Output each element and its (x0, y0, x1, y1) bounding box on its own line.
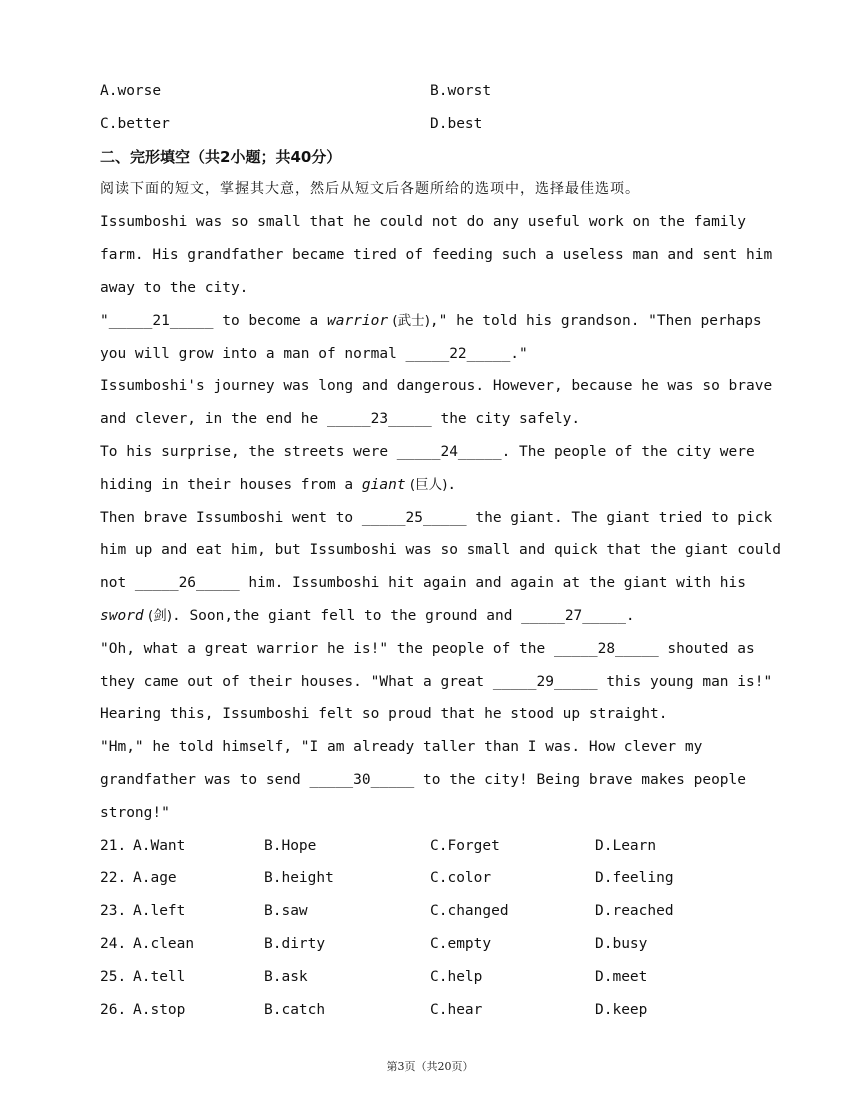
choice-c: C.Forget (430, 838, 500, 854)
section-heading: 二、完形填空（共2小题；共40分） (100, 148, 342, 166)
question-number: 22. (100, 870, 127, 886)
question-row (100, 928, 760, 960)
choice-b: B.dirty (264, 936, 326, 952)
choice-b: B.ask (264, 969, 308, 985)
chinese-gloss: (剑) (143, 608, 172, 624)
option-c: C.better (100, 116, 170, 132)
passage-line: farm. His grandfather became tired of feeding such a useless man and sent him (100, 247, 773, 263)
question-number: 23. (100, 903, 127, 919)
choice-a: A.stop (133, 1002, 186, 1018)
question-row (100, 830, 760, 862)
passage-line: Then brave Issumboshi went to _____25_____ the giant. The giant tried to pick (100, 510, 773, 526)
choice-d: D.busy (595, 936, 648, 952)
choice-a: A.clean (133, 936, 195, 952)
choice-c: C.help (430, 969, 483, 985)
passage-line: and clever, in the end he _____23_____ the city safely. (100, 411, 581, 427)
passage-line: "Hm," he told himself, "I am already taller than I was. How clever my (100, 739, 703, 755)
question-row (100, 862, 760, 894)
choice-c: C.changed (430, 903, 509, 919)
passage-text: "_____21_____ to become a (100, 313, 327, 329)
choice-d: D.reached (595, 903, 674, 919)
choice-d: D.meet (595, 969, 648, 985)
choice-b: B.height (264, 870, 334, 886)
choice-d: D.Learn (595, 838, 657, 854)
option-b: B.worst (430, 83, 492, 99)
question-row (100, 961, 760, 993)
option-d: D.best (430, 116, 483, 132)
prev-options-row-2 (100, 108, 760, 140)
passage-line: you will grow into a man of normal _____22_____." (100, 346, 528, 362)
passage-line: strong!" (100, 805, 170, 821)
question-number: 25. (100, 969, 127, 985)
passage-line (100, 305, 760, 337)
passage-line: "Oh, what a great warrior he is!" the people of the _____28_____ shouted as (100, 641, 755, 657)
choice-d: D.feeling (595, 870, 674, 886)
vocab-word: giant (361, 477, 406, 493)
choice-a: A.Want (133, 838, 186, 854)
question-number: 26. (100, 1002, 127, 1018)
question-row (100, 994, 760, 1026)
passage-line (100, 469, 760, 501)
passage-text: . (447, 477, 457, 493)
chinese-gloss: (巨人) (405, 477, 448, 493)
passage-line (100, 600, 760, 632)
passage-line: not _____26_____ him. Issumboshi hit again and again at the giant with his (100, 575, 747, 591)
question-number: 21. (100, 838, 127, 854)
passage-text: . Soon,the giant fell to the ground and _____27_____. (171, 608, 635, 624)
passage-line: Issumboshi was so small that he could not do any useful work on the family (100, 214, 747, 230)
page-footer: 第3页（共20页） (386, 1060, 474, 1073)
choice-a: A.age (133, 870, 177, 886)
passage-text: ," he told his grandson. "Then perhaps (429, 313, 762, 329)
choice-c: C.hear (430, 1002, 483, 1018)
passage-line: grandfather was to send _____30_____ to the city! Being brave makes people (100, 772, 747, 788)
section-instruction: 阅读下面的短文，掌握其大意，然后从短文后各题所给的选项中，选择最佳选项。 (100, 181, 640, 197)
passage-line: Hearing this, Issumboshi felt so proud that he stood up straight. (100, 706, 668, 722)
choice-d: D.keep (595, 1002, 648, 1018)
choice-b: B.catch (264, 1002, 326, 1018)
choice-a: A.tell (133, 969, 186, 985)
vocab-word: warrior (326, 313, 389, 329)
choice-c: C.color (430, 870, 492, 886)
vocab-word: sword (100, 608, 144, 624)
choice-b: B.Hope (264, 838, 317, 854)
passage-line: away to the city. (100, 280, 249, 296)
passage-line: they came out of their houses. "What a great _____29_____ this young man is!" (100, 674, 773, 690)
prev-options-row-1 (100, 75, 760, 107)
choice-b: B.saw (264, 903, 308, 919)
question-number: 24. (100, 936, 127, 952)
passage-line: Issumboshi's journey was long and dangerous. However, because he was so brave (100, 378, 773, 394)
choice-a: A.left (133, 903, 186, 919)
passage-text: hiding in their houses from a (100, 477, 362, 493)
option-a: A.worse (100, 83, 162, 99)
question-row (100, 895, 760, 927)
chinese-gloss: (武士) (388, 313, 430, 329)
passage-line: To his surprise, the streets were _____24_____. The people of the city were (100, 444, 755, 460)
choice-c: C.empty (430, 936, 492, 952)
passage-line: him up and eat him, but Issumboshi was so small and quick that the giant could (100, 542, 781, 558)
